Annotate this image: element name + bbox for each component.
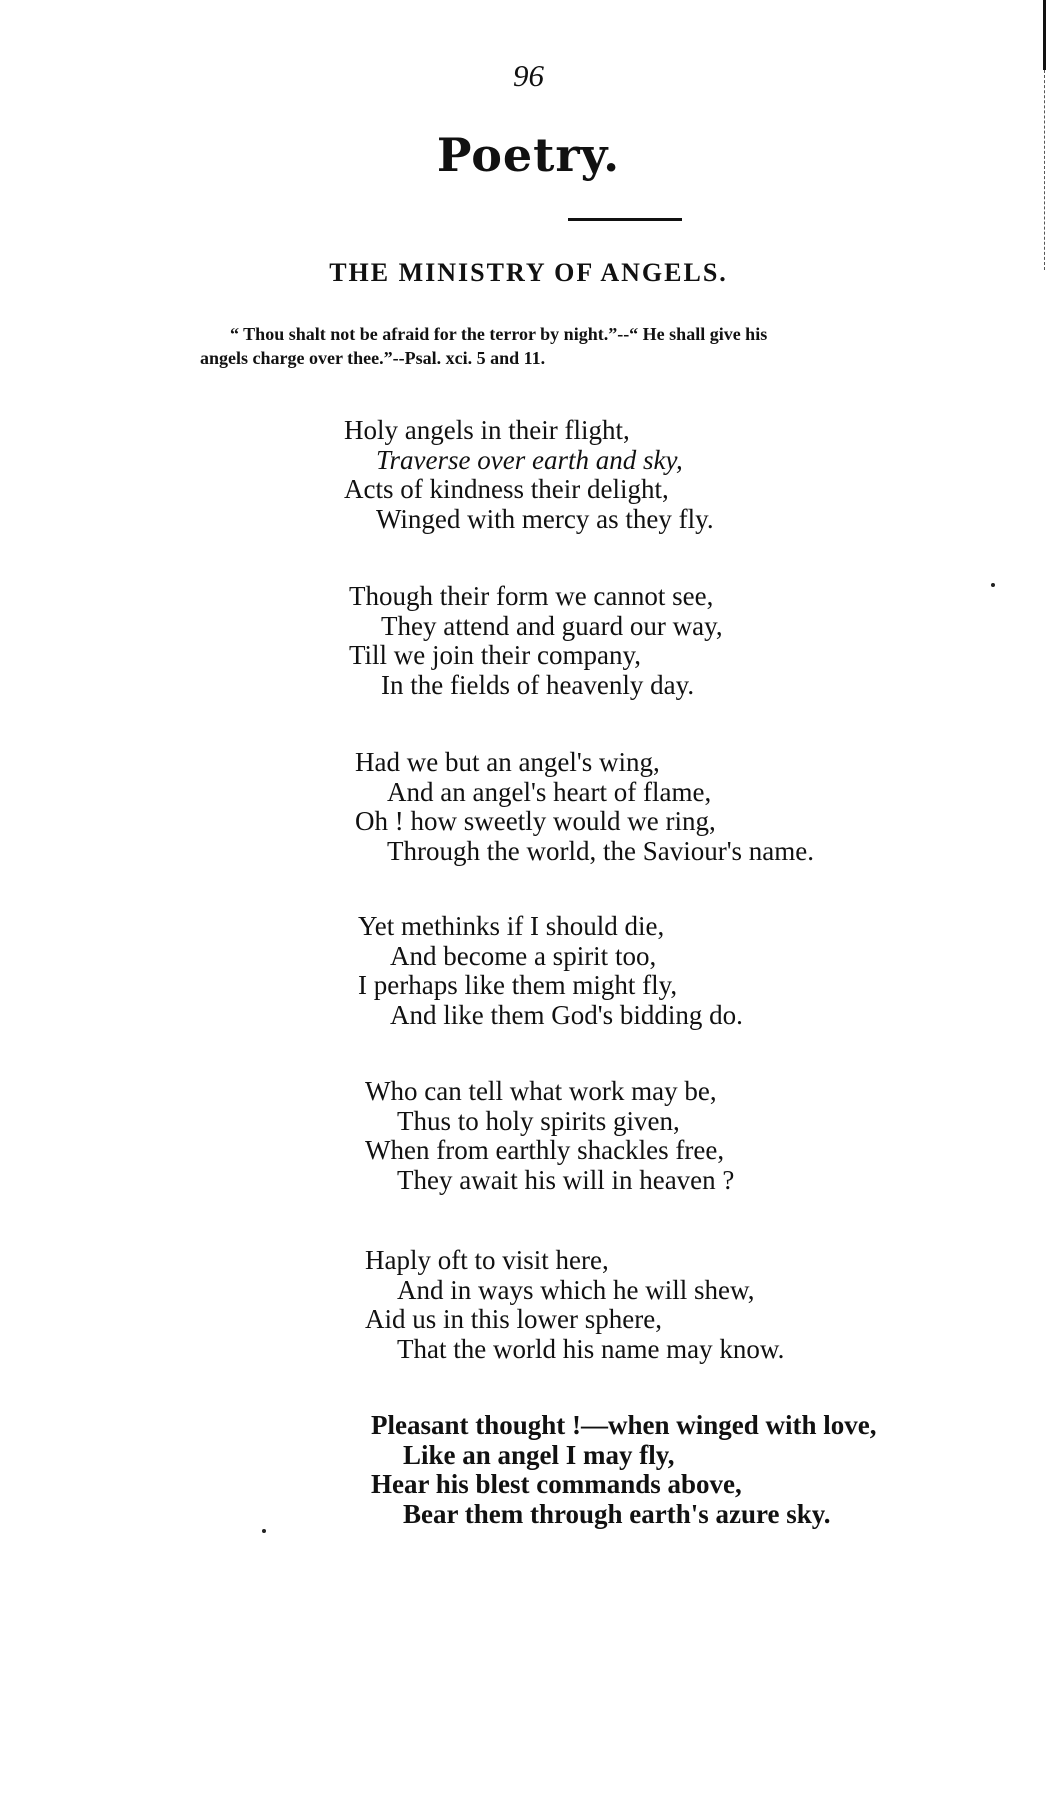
section-title: Poetry. — [436, 128, 621, 182]
verse-line: Aid us in this lower sphere, — [365, 1304, 662, 1334]
verse-line: Who can tell what work may be, — [365, 1076, 717, 1106]
verse-line: That the world his name may know. — [397, 1333, 785, 1364]
verse-line: Traverse over earth and sky, — [376, 444, 683, 475]
verse-line: Bear them through earth's azure sky. — [403, 1498, 831, 1529]
stanza-2 — [349, 582, 723, 700]
epigraph-line: angels charge over thee.”--Psal. xci. 5 and 11. — [200, 348, 546, 368]
verse-line: Thus to holy spirits given, — [397, 1105, 680, 1136]
verse-line: And like them God's bidding do. — [390, 999, 743, 1030]
verse-line: Pleasant thought !—when winged with love, — [371, 1410, 877, 1440]
ink-speck — [991, 583, 995, 587]
verse-line: They await his will in heaven ? — [397, 1164, 735, 1195]
verse-line: And become a spirit too, — [390, 940, 657, 971]
poem-title: THE MINISTRY OF ANGELS. — [329, 258, 728, 287]
verse-line: Hear his blest commands above, — [371, 1469, 742, 1499]
verse-line: Like an angel I may fly, — [403, 1439, 675, 1470]
ink-speck — [262, 1529, 266, 1533]
verse-line: Had we but an angel's wing, — [355, 747, 660, 777]
stanza-5 — [365, 1077, 734, 1195]
verse-line: Holy angels in their flight, — [344, 415, 630, 445]
verse-line: Though their form we cannot see, — [349, 581, 714, 611]
stanza-7 — [371, 1411, 877, 1529]
verse-line: I perhaps like them might fly, — [358, 970, 678, 1000]
verse-line: They attend and guard our way, — [381, 610, 723, 641]
title-divider — [568, 218, 682, 221]
verse-line: When from earthly shackles free, — [365, 1135, 725, 1165]
verse-line: And in ways which he will shew, — [397, 1274, 755, 1305]
verse-line: Haply oft to visit here, — [365, 1245, 609, 1275]
stanza-4 — [358, 912, 743, 1030]
verse-line: In the fields of heavenly day. — [381, 669, 695, 700]
stanza-1 — [344, 416, 714, 534]
verse-line: Through the world, the Saviour's name. — [387, 835, 815, 866]
verse-line: Acts of kindness their delight, — [344, 474, 669, 504]
verse-line: Till we join their company, — [349, 640, 641, 670]
epigraph — [200, 322, 1040, 370]
epigraph-line: “ Thou shalt not be afraid for the terror by night.”--“ He shall give his — [230, 324, 768, 344]
verse-line: Oh ! how sweetly would we ring, — [355, 806, 716, 836]
verse-line: Winged with mercy as they fly. — [376, 503, 714, 534]
page-number: 96 — [513, 58, 544, 93]
verse-line: Yet methinks if I should die, — [358, 911, 665, 941]
stanza-6 — [365, 1246, 784, 1364]
stanza-3 — [355, 748, 814, 866]
verse-line: And an angel's heart of flame, — [387, 776, 712, 807]
